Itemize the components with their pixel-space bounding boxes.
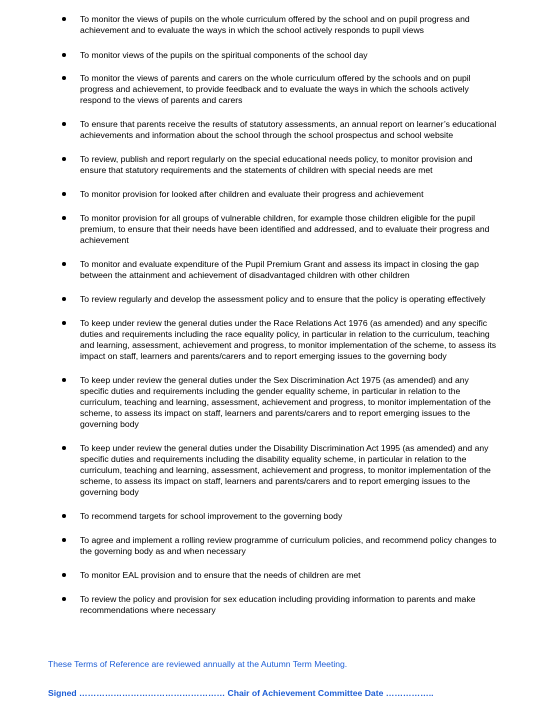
list-item: [0, 443, 539, 498]
bullet-icon: [62, 216, 66, 220]
bullet-icon: [62, 297, 66, 301]
list-item: [0, 14, 539, 36]
list-item: [0, 375, 539, 430]
responsibilities-list: [0, 14, 539, 616]
list-item: [0, 154, 539, 176]
list-item-text: To monitor provision for all groups of vulnerable children, for example those children eligible for the pupil premium, to ensure that their needs have been identified and addressed, and to evaluate their progress and achievement: [80, 213, 490, 245]
list-item-text: To review, publish and report regularly on the special educational needs policy, to monitor provision and ensure that statutory requirements and the statements of children with special needs are met: [80, 154, 473, 175]
bullet-icon: [62, 192, 66, 196]
list-item-text: To keep under review the general duties under the Disability Discrimination Act 1995 (as amended) and any specific duties and requirements including the disability equality scheme, in particular in relation to the curriculum, teaching and learning, assessment, achievement and progress, to monitor implementation of the scheme, to assess its impact on staff, learners and parents/carers and to report emerging issues to the governing body: [80, 443, 491, 497]
bullet-icon: [62, 446, 66, 450]
list-item-text: To ensure that parents receive the results of statutory assessments, an annual report on learner’s educational achievements and information about the school through the school prospectus and school website: [80, 119, 497, 140]
list-item-text: To monitor the views of parents and carers on the whole curriculum offered by the schools and on pupil progress and achievement, to provide feedback and to evaluate the ways in which the schools actively respond to the views of parents and carers: [80, 73, 471, 105]
bullet-icon: [62, 122, 66, 126]
bullet-icon: [62, 538, 66, 542]
bullet-icon: [62, 76, 66, 80]
list-item-text: To monitor provision for looked after children and evaluate their progress and achievement: [80, 189, 424, 199]
list-item-text: To agree and implement a rolling review programme of curriculum policies, and recommend policy changes to the governing body as and when necessary: [80, 535, 497, 556]
bullet-icon: [62, 514, 66, 518]
list-item-text: To keep under review the general duties under the Race Relations Act 1976 (as amended) and any specific duties and requirements including the race equality policy, in particular in relation to the curriculum, teaching and learning, assessment, achievement and progress, to monitor implementation of the scheme, to assess its impact on staff, learners and parents/carers and to report emerging issues to the governing body: [80, 318, 497, 361]
list-item-text: To monitor views of the pupils on the spiritual components of the school day: [80, 50, 368, 60]
list-item-text: To review the policy and provision for sex education including providing information to parents and make recommendations where necessary: [80, 594, 476, 615]
signature-line: Signed …………………………………………… Chair of Achievement Committee Date ……………..: [48, 688, 434, 698]
list-item-text: To keep under review the general duties under the Sex Discrimination Act 1975 (as amended) and any specific duties and requirements including the gender equality scheme, in particular in relation to the curriculum, teaching and learning, assessment, achievement and progress, to monitor implementation of the scheme, to assess its impact on staff, learners and parents/carers and to report emerging issues to the governing body: [80, 375, 491, 429]
list-item-text: To recommend targets for school improvement to the governing body: [80, 511, 343, 521]
list-item: [0, 50, 539, 61]
list-item: [0, 318, 539, 362]
list-item: [0, 119, 539, 141]
list-item: [0, 535, 539, 557]
list-item-text: To monitor the views of pupils on the whole curriculum offered by the school and on pupil progress and achievement and to evaluate the ways in which the school actively responds to pupil views: [80, 14, 470, 35]
bullet-icon: [62, 262, 66, 266]
list-item: [0, 294, 539, 305]
list-item-text: To monitor EAL provision and to ensure that the needs of children are met: [80, 570, 361, 580]
list-item: [0, 259, 539, 281]
list-item: [0, 570, 539, 581]
list-item-text: To monitor and evaluate expenditure of the Pupil Premium Grant and assess its impact in closing the gap between the attainment and achievement of disadvantaged children with other children: [80, 259, 479, 280]
bullet-icon: [62, 378, 66, 382]
list-item: [0, 594, 539, 616]
list-item: [0, 189, 539, 200]
bullet-icon: [62, 573, 66, 577]
bullet-icon: [62, 53, 66, 57]
bullet-icon: [62, 321, 66, 325]
list-item: [0, 511, 539, 522]
list-item: [0, 213, 539, 246]
list-item: [0, 73, 539, 106]
bullet-icon: [62, 17, 66, 21]
bullet-icon: [62, 157, 66, 161]
terms-review-note: These Terms of Reference are reviewed annually at the Autumn Term Meeting.: [48, 659, 348, 669]
bullet-icon: [62, 597, 66, 601]
list-item-text: To review regularly and develop the assessment policy and to ensure that the policy is operating effectively: [80, 294, 486, 304]
